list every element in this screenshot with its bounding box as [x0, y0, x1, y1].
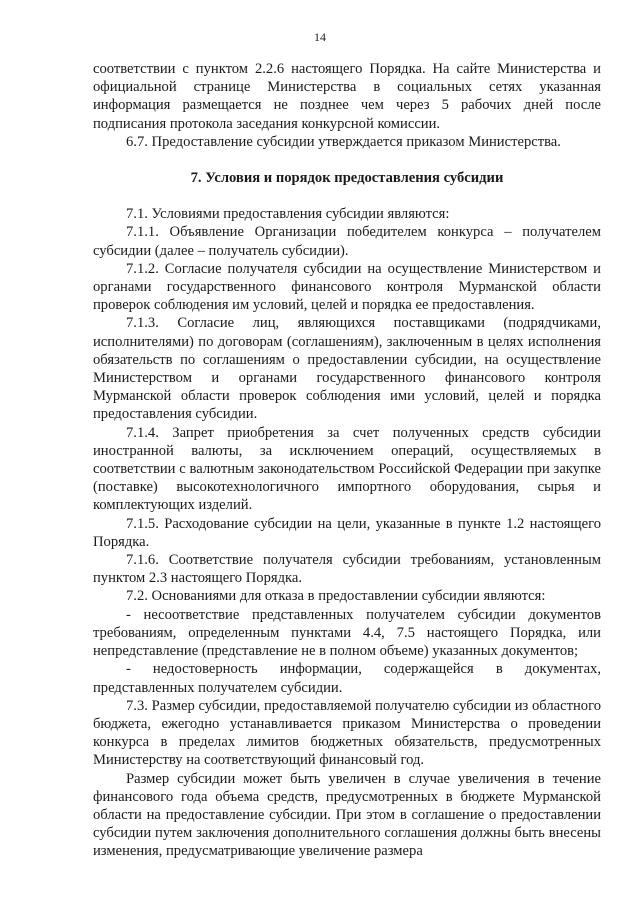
- paragraph-7-1-5: 7.1.5. Расходование субсидии на цели, указанные в пункте 1.2 настоящего Порядка.: [93, 515, 601, 550]
- paragraph-6-7: 6.7. Предоставление субсидии утверждается приказом Министерства.: [126, 133, 561, 150]
- paragraph-7-1-1: 7.1.1. Объявление Организации победителем конкурса – получателем субсидии (далее – получатель субсидии).: [93, 224, 601, 259]
- paragraph-7-1: 7.1. Условиями предоставления субсидии являются:: [126, 206, 450, 223]
- list-item-unreliable-info: - недостоверность информации, содержащейся в документах, представленных получателем субсидии.: [93, 661, 601, 696]
- document-body: [93, 60, 601, 861]
- paragraph-continuation: соответствии с пунктом 2.2.6 настоящего Порядка. На сайте Министерства и официальной странице Министерства в социальных сетях указанная информация размещается не позднее чем через 5 рабочих дней после подписания протокола заседания конкурсной комиссии.: [93, 61, 601, 132]
- paragraph-7-1-6: 7.1.6. Соответствие получателя субсидии требованиям, установленным пунктом 2.3 настоящего Порядка.: [93, 552, 601, 587]
- section-heading: 7. Условия и порядок предоставления субсидии: [190, 170, 504, 187]
- page-number: 14: [314, 30, 326, 44]
- paragraph-7-1-3: 7.1.3. Согласие лиц, являющихся поставщиками (подрядчиками, исполнителями) по договорам (соглашениям), заключенным в целях исполнения обязательств по соглашениям о предоставлении субсидии, на осуществление Министерством и органами государственного финансового контроля Мурманской области проверок соблюдения ими условий, целей и порядка предоставления субсидии.: [93, 315, 601, 423]
- paragraph-7-1-4: 7.1.4. Запрет приобретения за счет полученных средств субсидии иностранной валюты, за исключением операций, осуществляемых в соответствии с валютным законодательством Российской Федерации при закупке (поставке) высокотехнологичного импортного оборудования, сырья и комплектующих изделий.: [93, 424, 601, 514]
- paragraph-7-2: 7.2. Основаниями для отказа в предоставлении субсидии являются:: [126, 588, 546, 605]
- paragraph-7-1-2: 7.1.2. Согласие получателя субсидии на осуществление Министерством и органами государственного финансового контроля Мурманской области проверок соблюдения им условий, целей и порядка ее предоставления.: [93, 260, 601, 314]
- paragraph-7-3: 7.3. Размер субсидии, предоставляемой получателю субсидии из областного бюджета, ежегодно устанавливается приказом Министерства о проведении конкурса в пределах лимитов бюджетных обязательств, предусмотренных Министерству на соответствующий финансовый год.: [93, 697, 601, 769]
- list-item-noncompliance: - несоответствие представленных получателем субсидии документов требованиям, определенным пунктами 4.4, 7.5 настоящего Порядка, или непредставление (представление не в полном объеме) указанных документов;: [93, 606, 601, 660]
- paragraph-subsidy-increase: Размер субсидии может быть увеличен в случае увеличения в течение финансового года объема средств, предусмотренных в бюджете Мурманской области на предоставление субсидии. При этом в соглашение о предоставлении субсидии путем заключения дополнительного соглашения должны быть внесены изменения, предусматривающие увеличение размера: [93, 770, 601, 860]
